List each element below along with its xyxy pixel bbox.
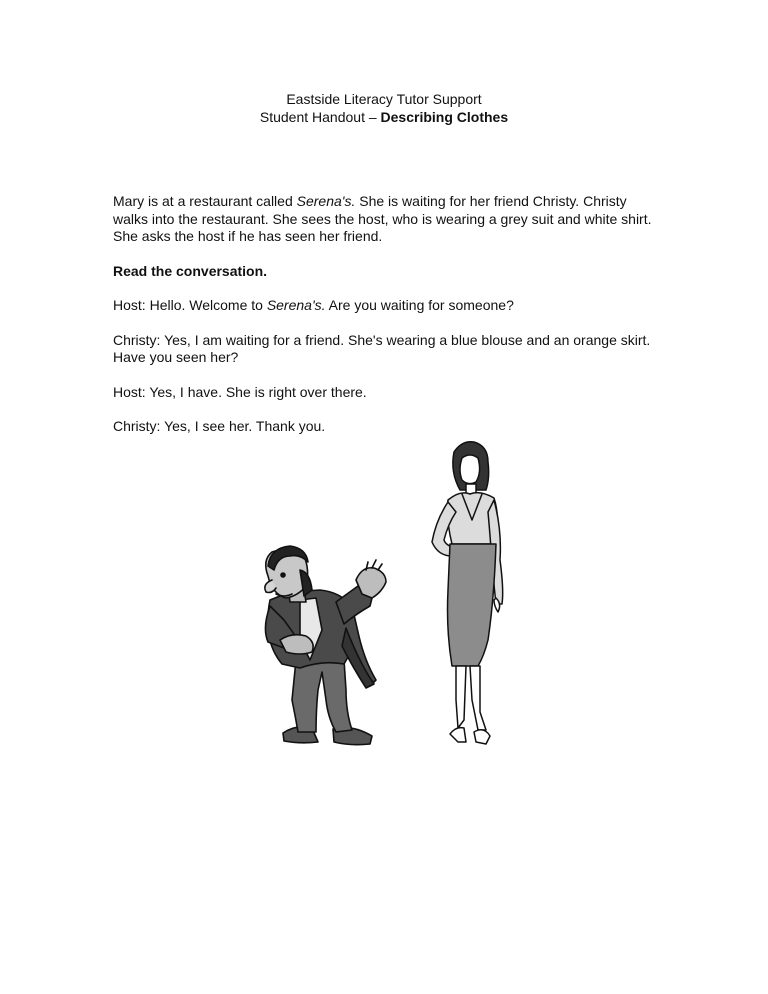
intro-text-2: She is waiting for her friend Christy. Christy walks into the restaurant. She sees the host, who is wearing a grey suit and white shirt. She asks the host if he has seen her friend.: [113, 193, 652, 244]
speaker-host: Host:: [113, 297, 150, 313]
intro-text-1: Mary is at a restaurant called: [113, 193, 297, 209]
subtitle-prefix: Student Handout –: [259, 109, 381, 125]
woman-figure-illustration: [432, 442, 503, 744]
restaurant-name: Serena's.: [296, 193, 356, 209]
dialogue-line-1-text: Hello. Welcome to: [149, 297, 267, 313]
dialogue-line-4: Christy: Yes, I see her. Thank you.: [113, 418, 326, 434]
dialogue-line-1-end: Are you waiting for someone?: [325, 297, 514, 313]
org-title: Eastside Literacy Tutor Support: [286, 91, 482, 107]
instruction-text: Read the conversation.: [113, 262, 268, 279]
subtitle-topic: Describing Clothes: [380, 109, 509, 125]
host-figure-illustration: [265, 546, 386, 745]
dialogue-line-2: Christy: Yes, I am waiting for a friend. She's wearing a blue blouse and an orange skirt. Have you seen her?: [113, 331, 651, 365]
dialogue-line-3: Host: Yes, I have. She is right over there.: [113, 383, 367, 400]
dialogue-restaurant-name: Serena's.: [266, 297, 326, 313]
